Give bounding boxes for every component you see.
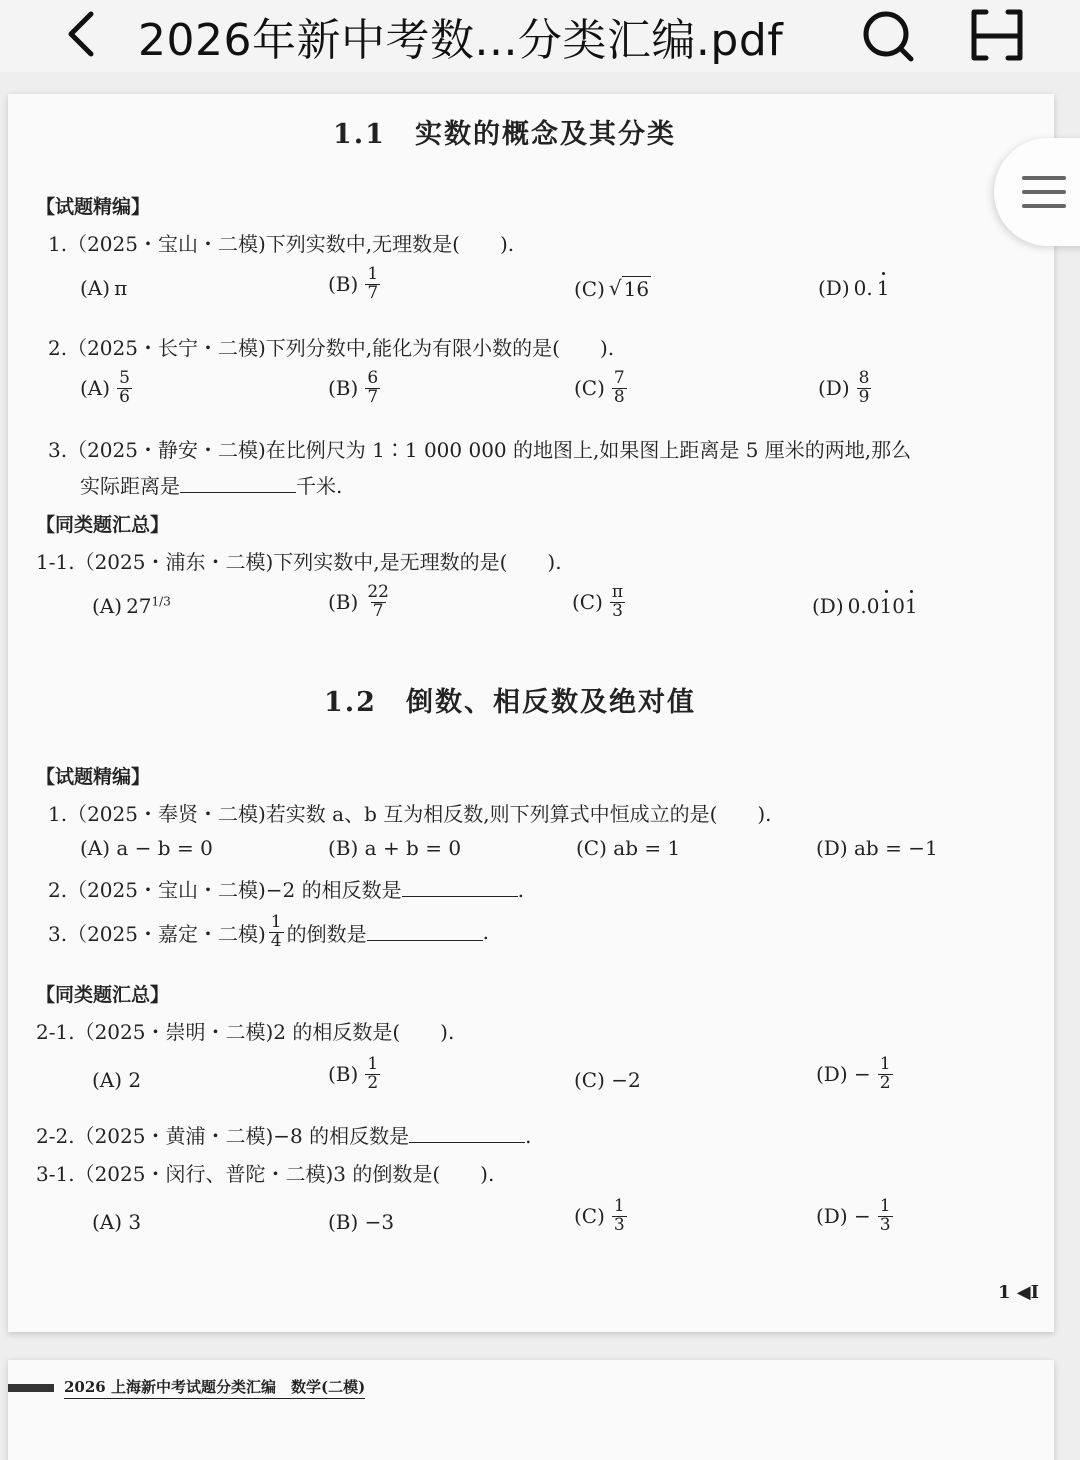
hamburger-menu-icon (1022, 204, 1066, 208)
question-1-1-1: 1.（2025・宝山・二模)下列实数中,无理数是( ). (48, 232, 515, 256)
denominator: 3 (613, 1214, 625, 1235)
denominator: 8 (613, 386, 625, 407)
fraction (612, 370, 627, 407)
option-a: (A) 2 (92, 1068, 142, 1092)
question-1-1-2: 2.（2025・长宁・二模)下列分数中,能化为有限小数的是( ). (48, 336, 615, 360)
option-label: (C) (574, 1204, 605, 1229)
fraction (117, 370, 132, 407)
section-tag-exercises: 【试题精编】 (36, 766, 151, 788)
option-b: (B) a + b = 0 (328, 836, 462, 860)
fraction (612, 1198, 627, 1235)
option-d: (D) ab = −1 (816, 836, 938, 860)
numerator: 1 (879, 1196, 891, 1216)
denominator: 2 (367, 1072, 379, 1093)
pdf-page-2[interactable] (8, 1360, 1054, 1460)
option-b (328, 266, 383, 303)
option-b: (B) −3 (328, 1210, 395, 1234)
option-d (812, 594, 918, 618)
fraction (878, 1056, 893, 1093)
repeating-digit: 1 (876, 276, 890, 300)
answer-blank (402, 879, 518, 897)
option-value (126, 594, 171, 618)
search-button[interactable] (858, 6, 918, 66)
question-text: . (482, 920, 489, 945)
option-b (328, 584, 394, 621)
document-title: 2026年新中考数...分类汇编.pdf (138, 15, 784, 66)
option-label: (D) − (816, 1204, 871, 1229)
question-text: . (517, 878, 524, 902)
numerator: 1 (879, 1054, 891, 1074)
option-c (574, 370, 630, 407)
back-button[interactable] (55, 6, 111, 62)
numerator: 7 (613, 368, 625, 388)
digits: 0 (892, 594, 905, 618)
numerator: 1 (613, 1196, 625, 1216)
question-1-1-3: 3.（2025・静安・二模)在比例尺为 1∶1 000 000 的地图上,如果图上距离是 5 厘米的两地,那么 (48, 438, 912, 462)
option-c (574, 1198, 630, 1235)
pdf-page-1[interactable] (8, 94, 1054, 1332)
numerator: 6 (367, 368, 379, 388)
option-label: (C) (572, 590, 603, 615)
fraction (269, 914, 284, 951)
option-label: (A) (92, 594, 123, 618)
option-a (92, 594, 171, 618)
option-d (818, 276, 889, 300)
page-header (8, 1376, 365, 1399)
option-label: (A) (80, 276, 111, 300)
option-b (328, 370, 383, 407)
base: 27 (126, 594, 152, 618)
numerator: 8 (858, 368, 870, 388)
question-1-1-3-line2 (80, 470, 342, 499)
exponent: 1/3 (151, 594, 171, 609)
numerator: 1 (367, 1054, 379, 1074)
split-view-button[interactable] (966, 6, 1028, 66)
top-bar (0, 0, 1080, 72)
square-root (609, 276, 651, 301)
option-label: (D) − (816, 1062, 871, 1087)
option-label: (D) (812, 594, 844, 618)
radical-sign-icon: √ (608, 276, 622, 300)
option-c: (C) ab = 1 (576, 836, 681, 860)
section-tag-exercises: 【试题精编】 (36, 196, 151, 218)
option-label: (D) (818, 376, 850, 401)
question-1-2-1: 1.（2025・奉贤・二模)若实数 a、b 互为相反数,则下列算式中恒成立的是( ). (48, 802, 772, 826)
option-c (574, 276, 651, 301)
fraction (610, 584, 625, 621)
question-text: 实际距离是 (80, 474, 180, 498)
search-icon (858, 6, 918, 66)
digits: 0.0 (847, 594, 880, 618)
section-tag-similar: 【同类题汇总】 (36, 514, 170, 536)
option-label: (C) (574, 276, 605, 301)
numerator: 22 (367, 582, 389, 602)
option-d (816, 1056, 896, 1093)
denominator: 2 (879, 1072, 891, 1093)
hamburger-menu-icon (1022, 190, 1066, 194)
numerator: 5 (119, 368, 130, 388)
numerator: π (611, 582, 624, 602)
denominator: 7 (367, 282, 379, 303)
repeating-digit: 1 (879, 594, 893, 618)
denominator: 4 (270, 930, 282, 951)
option-label: (B) (328, 376, 359, 401)
denominator: 3 (879, 1214, 891, 1235)
question-text: 2.（2025・宝山・二模)−2 的相反数是 (48, 878, 402, 902)
option-label: (B) (328, 1062, 359, 1087)
fraction (878, 1198, 893, 1235)
option-a: (A) a − b = 0 (80, 836, 213, 860)
question-1-1-1-1: 1-1.（2025・浦东・二模)下列实数中,是无理数的是( ). (36, 550, 562, 574)
option-d (818, 370, 874, 407)
repeating-digit: 1 (904, 594, 918, 618)
numerator: 1 (270, 912, 282, 932)
numerator: 1 (367, 264, 379, 284)
fraction (365, 584, 391, 621)
option-label: (A) (80, 376, 111, 401)
option-label: (B) (328, 272, 359, 297)
option-label: (D) (818, 276, 850, 300)
denominator: 6 (119, 386, 130, 407)
question-2-1: 2-1.（2025・崇明・二模)2 的相反数是( ). (36, 1020, 455, 1044)
section-tag-similar: 【同类题汇总】 (36, 984, 170, 1006)
header-bar-decoration (8, 1384, 54, 1392)
option-a (80, 370, 135, 407)
answer-blank (367, 923, 483, 941)
fraction (365, 370, 380, 407)
header-text: 2026 上海新中考试题分类汇编 数学(二模) (64, 1376, 365, 1399)
denominator: 7 (372, 600, 384, 621)
question-text: 千米. (296, 474, 343, 498)
chevron-left-icon (55, 6, 111, 62)
option-a (80, 276, 127, 300)
denominator: 7 (367, 386, 379, 407)
option-d (816, 1198, 896, 1235)
option-value: π (114, 276, 128, 300)
option-a: (A) 3 (92, 1210, 142, 1234)
option-value: 0. (853, 276, 873, 300)
option-c: (C) −2 (574, 1068, 641, 1092)
question-2-2 (36, 1120, 531, 1149)
denominator: 9 (858, 386, 870, 407)
question-text: 3.（2025・嘉定・二模) (48, 921, 266, 946)
question-text: 的倒数是 (286, 921, 367, 946)
fraction (365, 1056, 380, 1093)
page-number: 1 ◀I (998, 1282, 1040, 1303)
fraction (365, 266, 380, 303)
answer-blank (409, 1125, 525, 1143)
option-value (848, 594, 918, 618)
question-text: . (525, 1124, 532, 1148)
denominator: 3 (612, 600, 623, 621)
question-text: 2-2.（2025・黄浦・二模)−8 的相反数是 (36, 1124, 410, 1148)
question-1-2-3 (48, 914, 489, 951)
radicand: 16 (623, 277, 650, 301)
question-1-2-2 (48, 874, 524, 903)
question-3-1: 3-1.（2025・闵行、普陀・二模)3 的倒数是( ). (36, 1162, 495, 1186)
option-label: (C) (574, 376, 605, 401)
fraction (857, 370, 872, 407)
option-c (572, 584, 628, 621)
option-b (328, 1056, 383, 1093)
section-title-1-2: 1.2 倒数、相反数及绝对值 (324, 687, 696, 718)
option-label: (B) (328, 590, 359, 615)
section-title-1-1: 1.1 实数的概念及其分类 (333, 119, 676, 150)
answer-blank (180, 475, 296, 493)
hamburger-menu-icon (1022, 176, 1066, 180)
split-view-icon (966, 6, 1028, 66)
